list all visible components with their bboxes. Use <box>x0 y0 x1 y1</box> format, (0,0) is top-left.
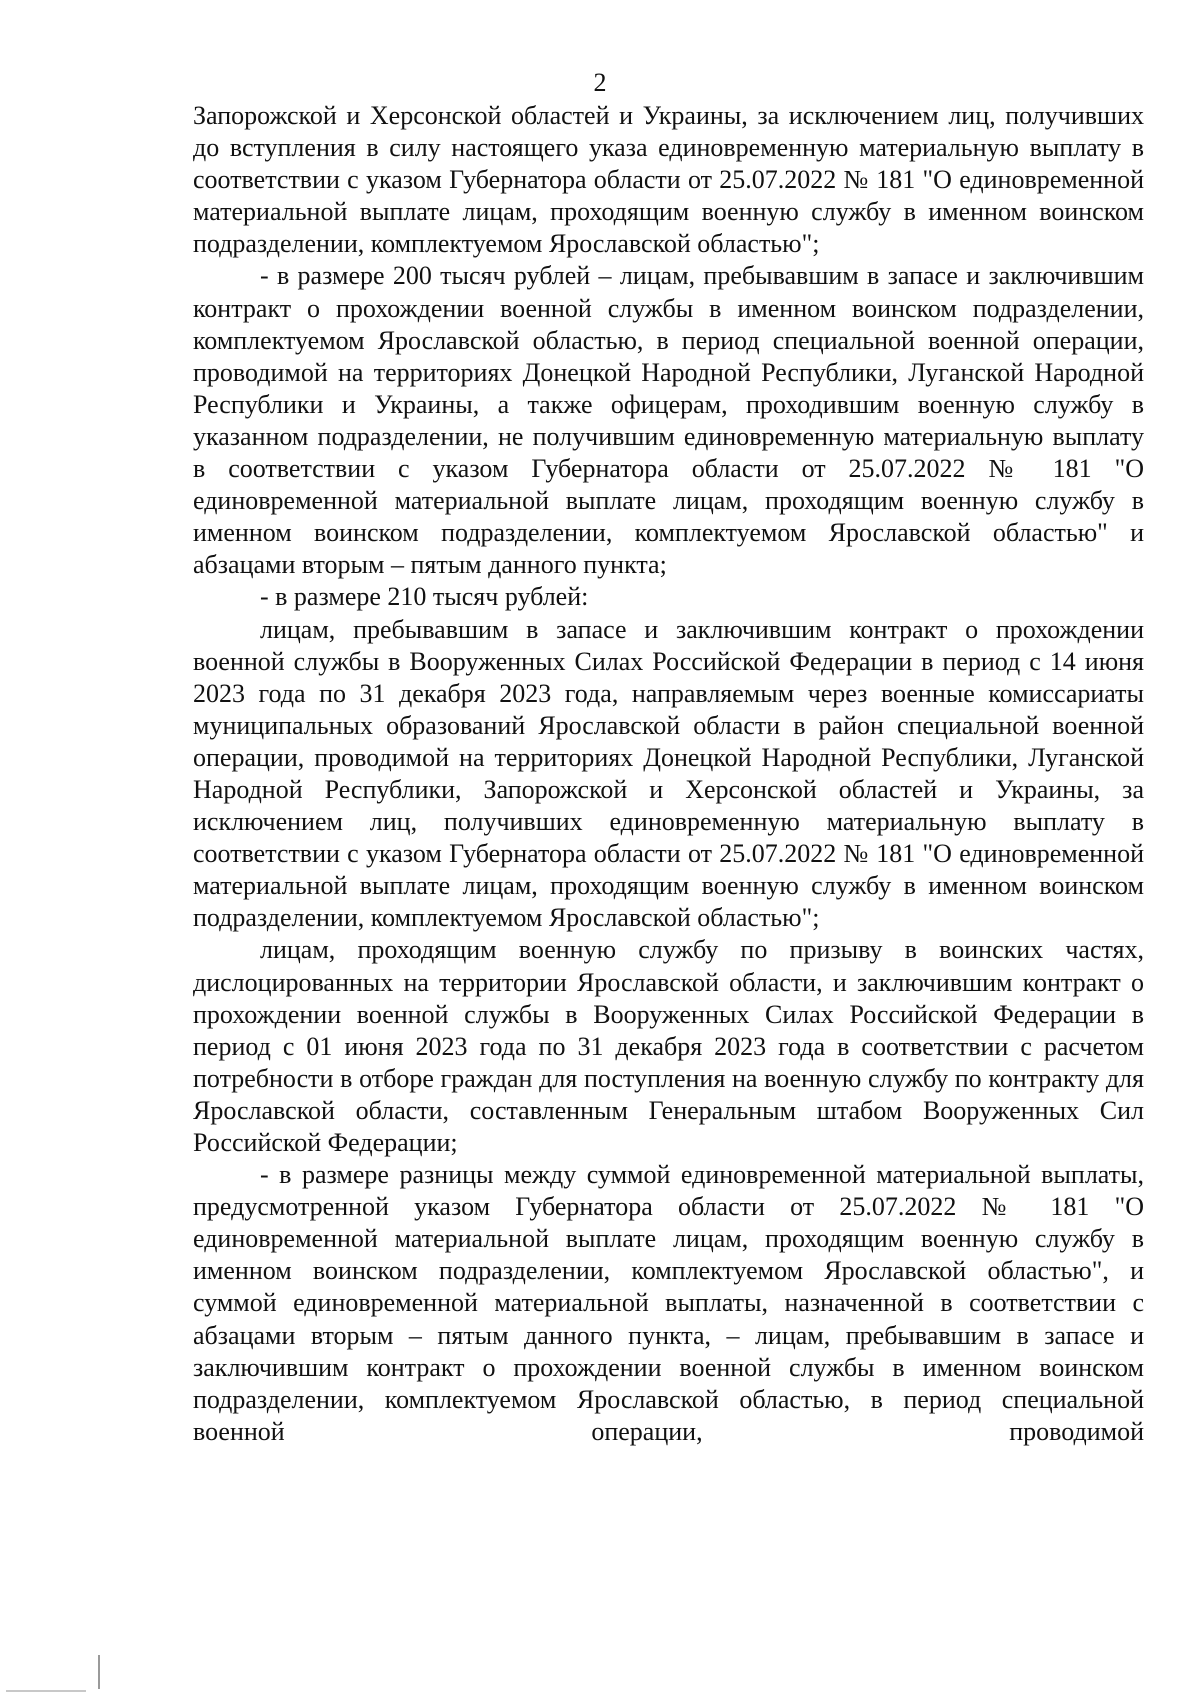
document-body <box>193 100 1144 1448</box>
paragraph-continuation: Запорожской и Херсонской областей и Украины, за исключением лиц, получивших до вступления в силу настоящего указа единовременную материальную выплату в соответствии с указом Губернатора области от 25.07.2022 № 181 "О единовременной материальной выплате лицам, проходящим военную службу в именном воинском подразделении, комплектуемом Ярославской областью"; <box>193 101 1144 259</box>
paragraph-conscripts-contract: лицам, проходящим военную службу по призыву в воинских частях, дислоцированных на территории Ярославской области, и заключившим контракт о прохождении военной службы в Вооруженных Силах Российской Федерации в период с 01 июня 2023 года по 31 декабря 2023 года в соответствии с расчетом потребности в отборе граждан для поступления на военную службу по контракту для Ярославской области, составленным Генеральным штабом Вооруженных Сил Российской Федерации; <box>193 935 1144 1157</box>
paragraph-200-thousand: - в размере 200 тысяч рублей – лицам, пребывавшим в запасе и заключившим контракт о прохождении военной службы в именном воинском подразделении, комплектуемом Ярославской областью, в период специальной военной операции, проводимой на территориях Донецкой Народной Республики, Луганской Народной Республики и Украины, а также офицерам, проходившим военную службу в указанном подразделении, не получившим единовременную материальную выплату в соответствии с указом Губернатора области от 25.07.2022 № 181 "О единовременной материальной выплате лицам, проходящим военную службу в именном воинском подразделении, комплектуемом Ярославской областью" и абзацами вторым – пятым данного пункта; <box>193 261 1144 580</box>
scan-artifact-bottom-edge <box>6 1690 86 1692</box>
paragraph-difference-amount: - в размере разницы между суммой единовременной материальной выплаты, предусмотренной указом Губернатора области от 25.07.2022 № 181 "О единовременной материальной выплате лицам, проходящим военную службу в именном воинском подразделении, комплектуемом Ярославской областью", и суммой единовременной материальной выплаты, назначенной в соответствии с абзацами вторым – пятым данного пункта, – лицам, пребывавшим в запасе и заключившим контракт о прохождении военной службы в именном воинском подразделении, комплектуемом Ярославской областью, в период специальной военной операции, проводимой <box>193 1160 1144 1446</box>
page-number: 2 <box>593 68 607 97</box>
paragraph-210-thousand-heading: - в размере 210 тысяч рублей: <box>260 582 589 612</box>
scan-artifact-left-margin <box>98 1655 100 1689</box>
paragraph-reserve-contract: лицам, пребывавшим в запасе и заключившим контракт о прохождении военной службы в Вооруженных Силах Российской Федерации в период с 14 июня 2023 года по 31 декабря 2023 года, направляемым через военные комиссариаты муниципальных образований Ярославской области в район специальной военной операции, проводимой на территориях Донецкой Народной Республики, Луганской Народной Республики, Запорожской и Херсонской областей и Украины, за исключением лиц, получивших единовременную материальную выплату в соответствии с указом Губернатора области от 25.07.2022 № 181 "О единовременной материальной выплате лицам, проходящим военную службу в именном воинском подразделении, комплектуемом Ярославской областью"; <box>193 614 1144 933</box>
